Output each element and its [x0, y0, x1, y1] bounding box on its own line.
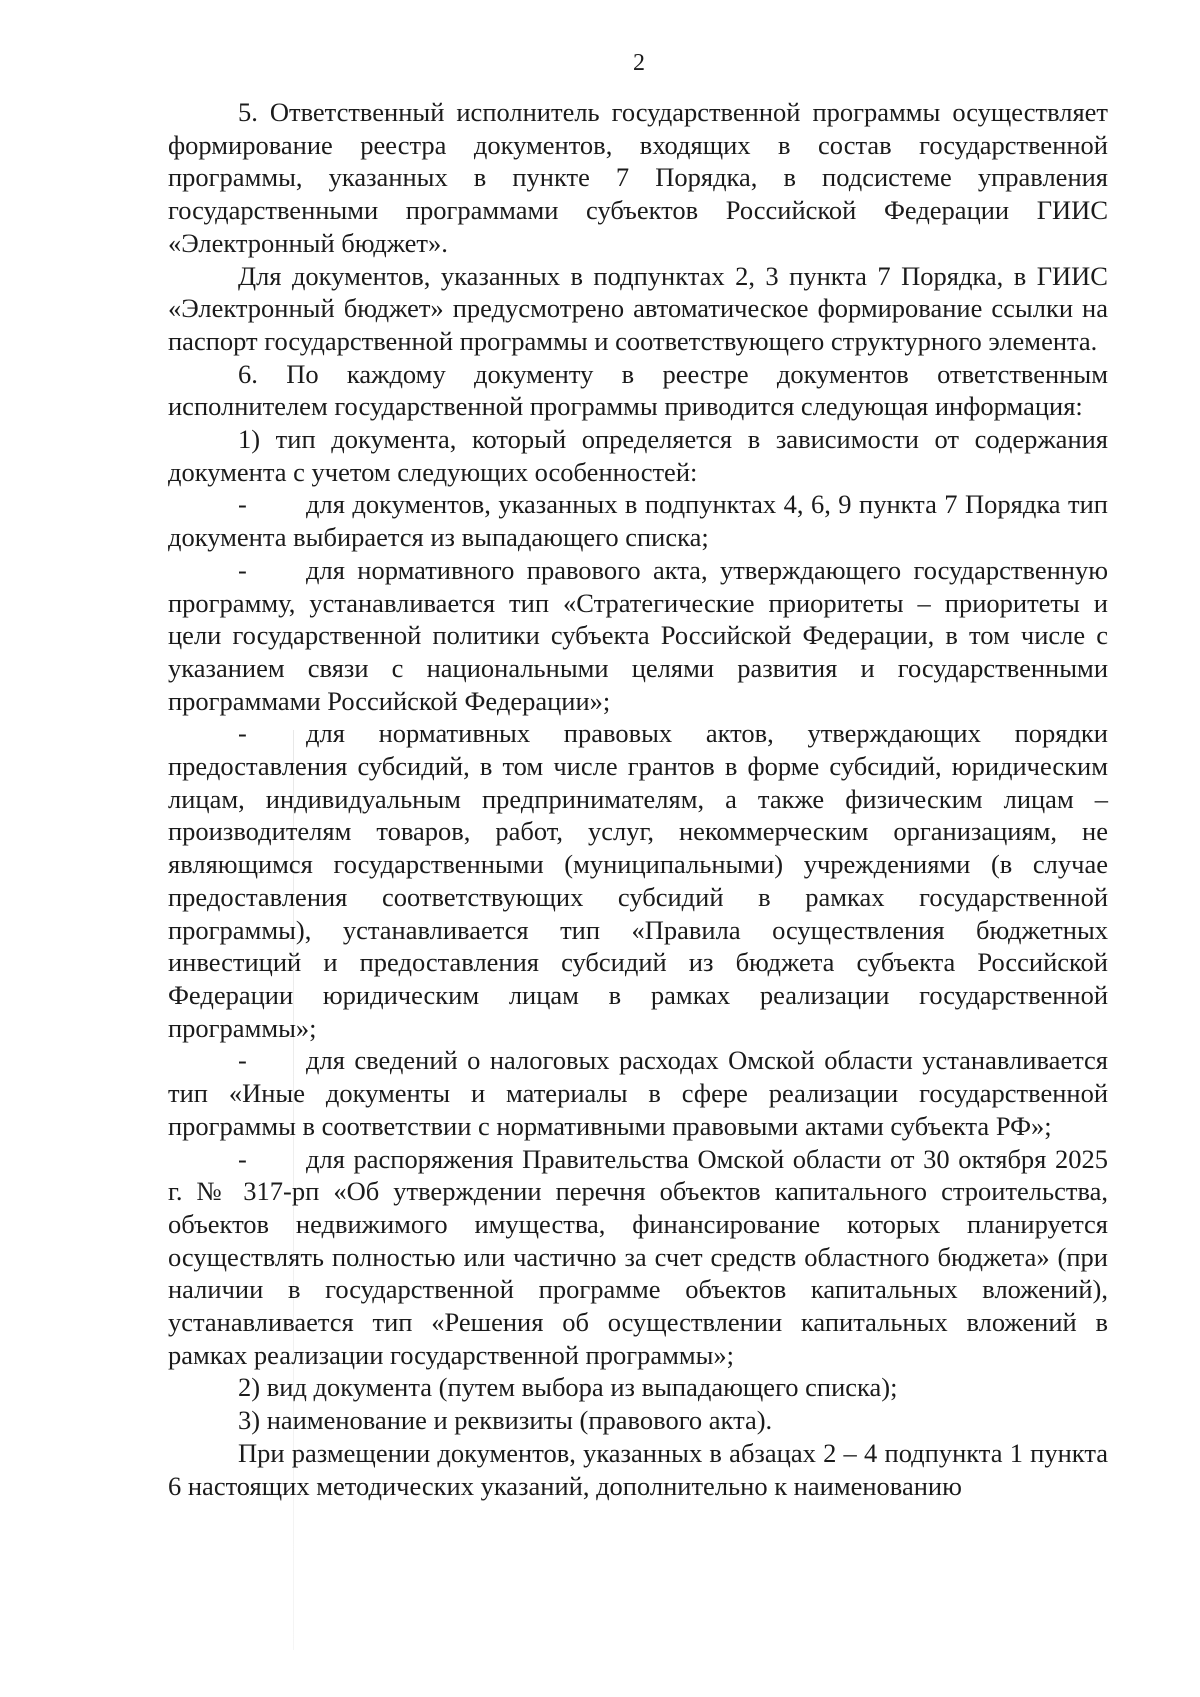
page-number: 2	[633, 50, 645, 76]
document-body	[168, 96, 1108, 1502]
dash-marker: -	[238, 489, 247, 520]
paragraph-5-registry: 5. Ответственный исполнитель государственной программы осуществляет формирование реестра документов, входящих в состав государственной программы, указанных в пункте 7 Порядка, в подсистеме управления государственными программами субъектов Российской Федерации ГИИС «Электронный бюджет».	[168, 97, 1108, 258]
paragraph-doc-type: 1) тип документа, который определяется в зависимости от содержания документа с учетом следующих особенностей:	[168, 424, 1108, 487]
paragraph-auto-link: Для документов, указанных в подпунктах 2, 3 пункта 7 Порядка, в ГИИС «Электронный бюджет» предусмотрено автоматическое формирование ссылки на паспорт государственной программы и соответствующего структурного элемента.	[168, 260, 1108, 356]
paragraph-doc-name: 3) наименование и реквизиты (правового акта).	[238, 1405, 773, 1436]
dash-item-text: для распоряжения Правительства Омской области от 30 октября 2025 г. № 317-рп «Об утверждении перечня объектов капитального строительства, объектов недвижимого имущества, финансирование которых планируется осуществлять полностью или частично за счет средств областного бюджета» (при наличии в государственной программе объектов капитальных вложений), устанавливается тип «Решения об осуществлении капитальных вложений в рамках реализации государственной программы»;	[168, 1143, 1108, 1370]
dash-item-text: для нормативного правового акта, утверждающего государственную программу, устанавливается тип «Стратегические приоритеты – приоритеты и цели государственной политики субъекта Российской Федерации, в том числе с указанием связи с национальными целями развития и государственными программами Российской Федерации»;	[168, 554, 1108, 716]
dash-item-text: для сведений о налоговых расходах Омской области устанавливается тип «Иные документы и материалы в сфере реализации государственной программы в соответствии с нормативными правовыми актами субъекта РФ»;	[168, 1045, 1108, 1141]
dash-marker: -	[238, 718, 247, 749]
dash-item	[168, 717, 1108, 1044]
dash-item	[168, 554, 1108, 718]
paragraph-placement: При размещении документов, указанных в абзацах 2 – 4 подпункта 1 пункта 6 настоящих методических указаний, дополнительно к наименованию	[168, 1437, 1108, 1501]
paragraph-doc-kind: 2) вид документа (путем выбора из выпадающего списка);	[238, 1372, 898, 1403]
paragraph-6-info: 6. По каждому документу в реестре документов ответственным исполнителем государственной программы приводится следующая информация:	[168, 358, 1108, 422]
dash-marker: -	[238, 554, 247, 585]
dash-marker: -	[238, 1045, 247, 1076]
dash-item-text: для документов, указанных в подпунктах 4, 6, 9 пункта 7 Порядка тип документа выбирается из выпадающего списка;	[168, 489, 1108, 553]
dash-item-text: для нормативных правовых актов, утверждающих порядки предоставления субсидий, в том числе грантов в форме субсидий, юридическим лицам, индивидуальным предпринимателям, а также физическим лицам – производителям товаров, работ, услуг, некоммерческим организациям, не являющимся государственными (муниципальными) учреждениями (в случае предоставления соответствующих субсидий в рамках государственной программы), устанавливается тип «Правила осуществления бюджетных инвестиций и предоставления субсидий из бюджета субъекта Российской Федерации юридическим лицам в рамках реализации государственной программы»;	[168, 718, 1108, 1043]
dash-item	[168, 1143, 1108, 1372]
dash-marker: -	[238, 1143, 247, 1174]
dash-item	[168, 1044, 1108, 1142]
dash-item	[168, 488, 1108, 553]
